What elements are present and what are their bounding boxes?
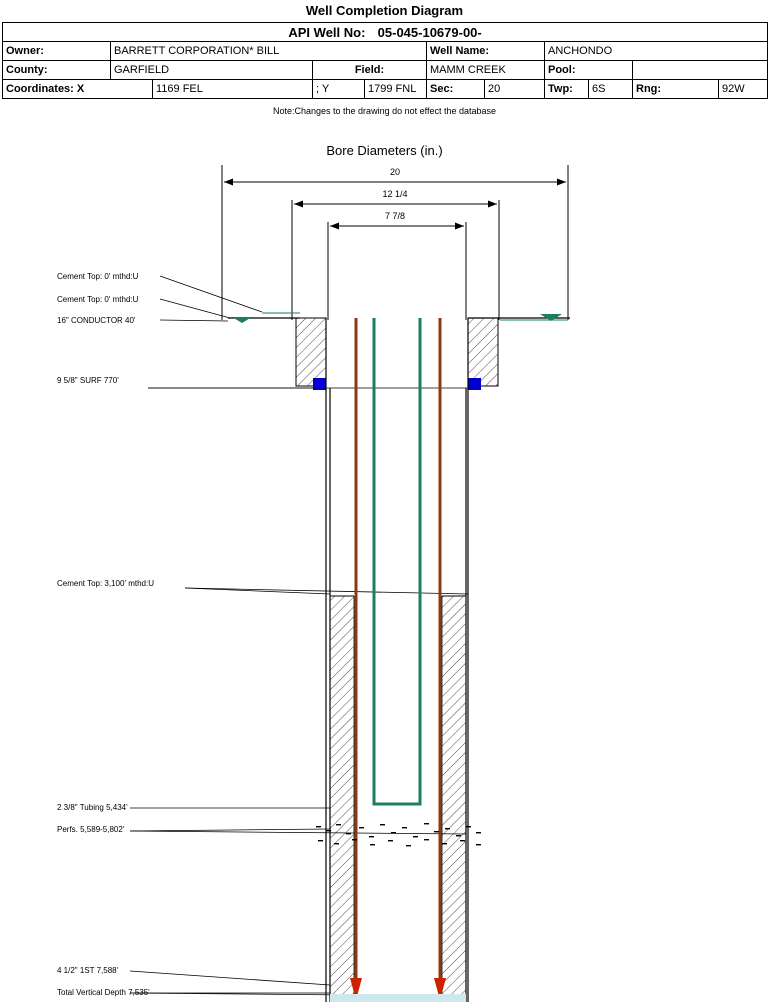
bore-diameter-label-outer: 20 [389, 167, 400, 177]
api-value: 05-045-10679-00- [377, 24, 482, 40]
database-note: Note:Changes to the drawing do not effect the database [273, 106, 496, 116]
coordinates-x-value: 1169 FEL [153, 80, 313, 99]
coordinates-label: Coordinates: X [3, 80, 153, 99]
annotation-surface-casing: 9 5/8" SURF 770' [57, 376, 119, 385]
annotation-tubing: 2 3/8" Tubing 5,434' [57, 803, 128, 812]
field-value: MAMM CREEK [427, 61, 545, 80]
sec-label: Sec: [427, 80, 485, 99]
annotation-conductor-casing: 16" CONDUCTOR 40' [57, 316, 136, 325]
dimension-arrow-outer [222, 165, 568, 320]
twp-value: 6S [589, 80, 633, 99]
owner-value: BARRETT CORPORATION* BILL [111, 42, 427, 61]
bore-diameters-title: Bore Diameters (in.) [326, 143, 443, 158]
field-label: Field: [313, 61, 427, 80]
rng-value: 92W [719, 80, 768, 99]
county-value: GARFIELD [111, 61, 313, 80]
page-title: Well Completion Diagram [305, 3, 464, 18]
tubing-string [374, 318, 420, 804]
annotation-total-vertical-depth: Total Vertical Depth 7,535' [57, 988, 150, 997]
annotation-production-casing: 4 1/2" 1ST 7,588' [57, 966, 119, 975]
annotation-cement-top-conductor: Cement Top: 0' mthd:U [57, 272, 139, 281]
well-name-label: Well Name: [427, 42, 545, 61]
production-casing-string [356, 318, 440, 1000]
county-label: County: [3, 61, 111, 80]
production-casing-cement [330, 596, 466, 1002]
sec-value: 20 [485, 80, 545, 99]
y-label: ; Y [313, 80, 365, 99]
owner-label: Owner: [3, 42, 111, 61]
twp-label: Twp: [545, 80, 589, 99]
coordinates-y-value: 1799 FNL [365, 80, 427, 99]
pool-label: Pool: [545, 61, 633, 80]
api-label: API Well No: [288, 24, 366, 40]
annotation-perforations: Perfs. 5,589-5,802' [57, 825, 125, 834]
annotation-cement-top-production: Cement Top: 3,100' mthd:U [57, 579, 154, 588]
ground-line [228, 313, 570, 323]
well-name-value: ANCHONDO [545, 42, 768, 61]
annotation-cement-top-surface: Cement Top: 0' mthd:U [57, 295, 139, 304]
wellbore-bottom [330, 994, 466, 1002]
bore-diameter-label-middle: 12 1/4 [382, 189, 408, 199]
bore-diameter-label-inner: 7 7/8 [384, 211, 406, 221]
rng-label: Rng: [633, 80, 719, 99]
dimension-arrow-middle [292, 200, 499, 320]
dimension-arrow-inner [328, 222, 466, 320]
